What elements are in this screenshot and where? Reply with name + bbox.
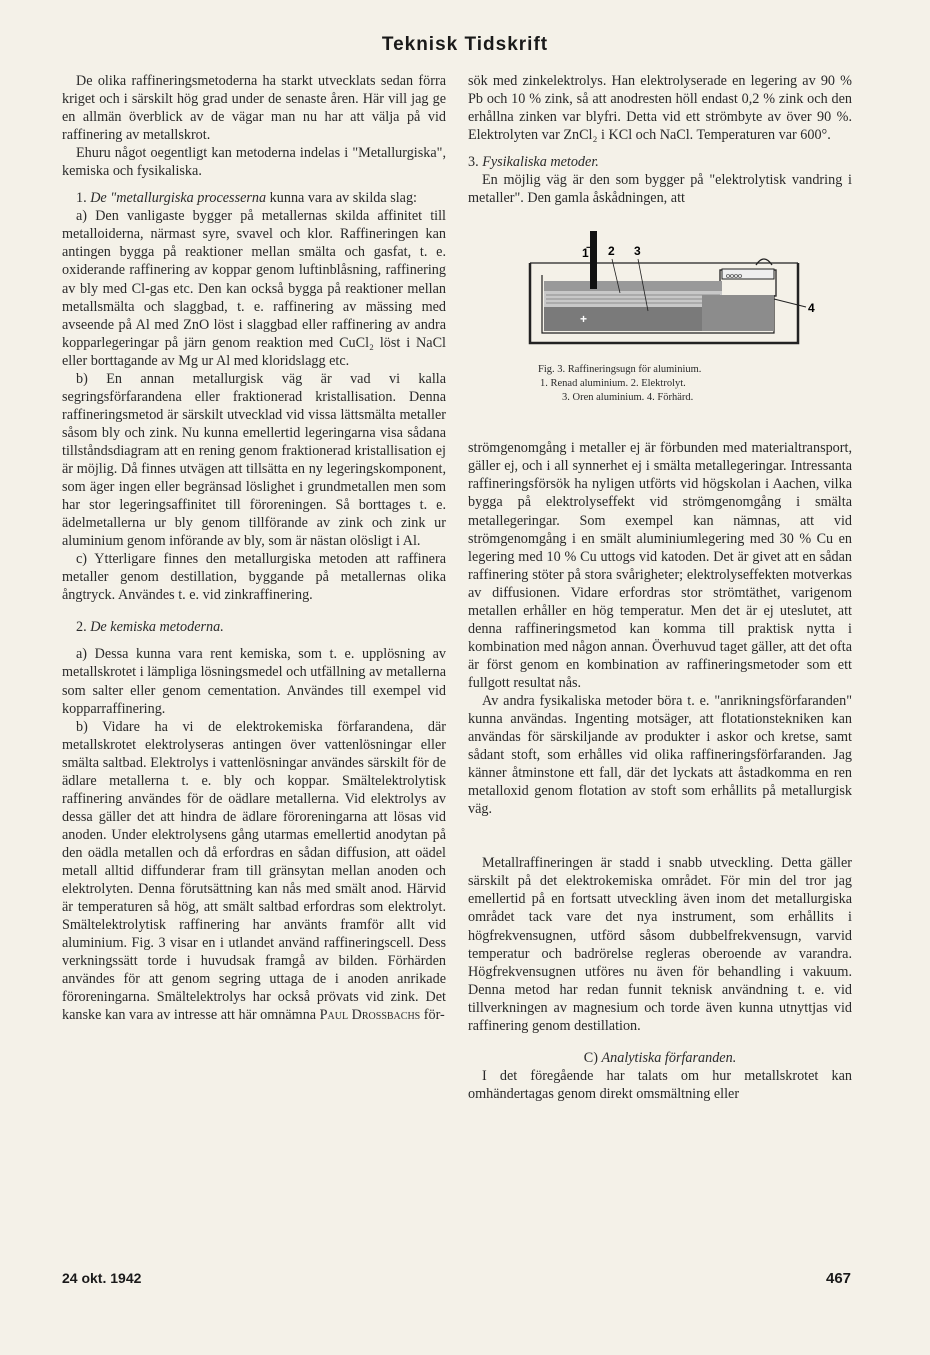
plus-sign: + bbox=[580, 312, 588, 327]
section-2-heading bbox=[62, 618, 446, 636]
section-c-heading bbox=[468, 1049, 852, 1067]
section-2-title: De kemiska metoderna. bbox=[90, 619, 224, 636]
paragraph-intro: De olika raffineringsmetoderna ha starkt utvecklats sedan förra kriget och i särskilt hög grad under de senaste åren. Här vill jag ge en allmän överblick av de vägar man nu har att välja på vid raffinering av metallskrot. bbox=[62, 73, 446, 144]
left-column bbox=[62, 72, 446, 1024]
label-1: 1 bbox=[582, 246, 589, 261]
electrode bbox=[590, 231, 597, 289]
label-4: 4 bbox=[808, 301, 815, 316]
section-c-number: C) bbox=[583, 1049, 598, 1066]
section-c-title: Analytiska förfaranden. bbox=[601, 1049, 737, 1066]
purified-layer bbox=[544, 281, 722, 291]
paragraph-1b: b) En annan metallurgisk väg är vad vi kalla segringsförfarandena eller fraktionerad kristallisation. Denna raffineringsmetod är särskilt utvecklad vid vissa lättsmälta metaller såsom bly och zink. Nu kunna emellertid legeringarna visa sådana tillståndsdiagram att en rening genom fraktionerad kristallisation ej är möjlig. Då finnes utvägen att tillsätta en ny legeringskomponent, som äger ingen eller begränsad löslighet i grundmetallen men som har stor legeringsaffinitet till föroreningen. Så borttages t. e. ädelmetallerna ur bly genom tillförande av zink och zink ur aluminium genom införande av bly, som är nästan olösligt i Al. bbox=[62, 370, 446, 550]
paragraph-1a: a) Den vanligaste bygger på metallernas skilda affinitet till metalloiderna, närmast syre, svavel och klor. Raffineringen kan antingen bygga på reaktioner mellan smälta och gasfat, t. e. oxiderande raffinering av koppar genom luftinblåsning, raffinering av bly med Cl-gas etc. Den kan också bygga på reaktioner mellan metallsmälta och slaggbad, t. e. raffinering av mässing med avseende på Al med ZnO löst i slaggbad eller raffinering av andra kopparlegeringar på järn genom reaktion med CuCl₂ löst i NaCl eller borttagande av Mg ur Al med kloridslagg etc. bbox=[62, 208, 446, 369]
caption-line-3: 3. Oren aluminium. 4. Förhärd. bbox=[562, 392, 694, 404]
author-name: Paul Drossbachs bbox=[319, 1007, 421, 1024]
section-2-number: 2. bbox=[76, 619, 87, 636]
section-1-rest: kunna vara av skilda slag: bbox=[266, 190, 418, 207]
paragraph-5: I det föregående har talats om hur metallskrotet kan omhändertagas genom direkt omsmältning eller bbox=[468, 1067, 852, 1102]
furnace-diagram bbox=[524, 215, 824, 355]
paragraph-continued: sök med zinkelektrolys. Han elektrolyserade en legering av 90 % Pb och 10 % zink, så att anodresten höll endast 0,2 % zink och den erhållna zinken var blyfri. Detta vid ett strömbyte av över 90 %. Elektrolyten var ZnCl₂ i KCl och NaCl. Temperaturen var 600°. bbox=[468, 73, 852, 144]
section-3-number: 3. bbox=[468, 154, 479, 171]
paragraph-2a: a) Dessa kunna vara rent kemiska, som t. e. upplösning av metallskrotet i lämpliga lösningsmedel och utfällning av metallerna som salter eller genom cementation. Användes till exempel vid kopparraffinering. bbox=[62, 646, 446, 717]
section-1-number: 1. bbox=[76, 190, 87, 207]
impure-layer bbox=[544, 307, 722, 331]
paragraph-4: Metallraffineringen är stadd i snabb utveckling. Detta gäller särskilt på det elektrokemiska området. För min del tror jag emellertid på en fortsatt utveckling även inom det metallurgiska området tack vare det nya instrument, som erhållits i högfrekvensugnen, utförd såsom dubbelfrekvensugn, varvid temperatur och badrörelse regleras oberoende av varandra. Högfrekvensugnen utföres nu även för behandling i vakuum. Denna metod har redan funnit teknisk användning t. e. vid tillverkningen av magnesium och torde även kunna utnyttjas vid raffinering genom destillation. bbox=[468, 855, 852, 1034]
paragraph-intro-2: Ehuru något oegentligt kan metoderna indelas i "Metallurgiska", kemiska och fysikaliska. bbox=[62, 145, 446, 180]
svg-text:oooo: oooo bbox=[726, 271, 742, 281]
right-column bbox=[468, 72, 852, 1103]
journal-header: Teknisk Tidskrift bbox=[381, 34, 549, 55]
figure-3 bbox=[468, 215, 852, 405]
caption-line-2: 1. Renad aluminium. 2. Elektrolyt. bbox=[540, 378, 686, 390]
section-1-title: De "metallurgiska processerna bbox=[90, 190, 267, 207]
section-3-heading bbox=[468, 153, 852, 171]
label-2: 2 bbox=[608, 244, 615, 259]
figure-caption bbox=[538, 363, 798, 405]
section-3-title: Fysikaliska metoder. bbox=[482, 154, 599, 171]
paragraph-3a: En möjlig väg är den som bygger på "elektrolytisk vandring i metaller". Den gamla åskådningen, att bbox=[468, 172, 852, 207]
paragraph-3b: strömgenomgång i metaller ej är förbunden med materialtransport, gäller ej, och i all synnerhet ej i smälta metallegeringar. Intressanta raffineringsförsök ha nyligen utförts vid högskolan i Aachen, vilka bygga på elektrolyseffekt vid strömgenomgång i smälta metallegeringar. Som exempel kan nämnas, att vid strömgenomgång i en smält aluminiumlegering med 30 % Cu en legering med 10 % Cu uttogs vid katoden. Det är givet att en sådan raffinering stöter på stora svårigheter; elektrolyseffekten motverkas av diffusionen. Vidare erfordras stor strömtäthet, varigenom metallen erhåller en hög temperatur. Men det är ej uteslutet, att denna raffineringsmetod kan komma till praktisk nytta i kombination med någon annan. Överhuvud taget gäller, att det ofta är först genom en kombination av raffineringsmetoder som ett fullgott resultat nås. bbox=[468, 440, 852, 691]
caption-title: Fig. 3. Raffineringsugn för aluminium. bbox=[538, 364, 702, 376]
paragraph-2b: b) Vidare ha vi de elektrokemiska förfarandena, där metallskrotet elektrolyseras antingen över vattenlösningar eller smälta saltbad. Elektrolys i vattenlösningar användes särskilt för de ädlare metallerna t. e. bly och koppar. Smältelektrolytisk raffinering användes för de oädlare metallerna. Vid elektrolys av dessa gäller det att hindra de ädlare föroreningarna att lösas vid anoden. Under elektrolysens gång utarmas emellertid anodytan på den oädla metallen och då erfordras en sådan diffusion, att oädel metall alltid diffunderar fram till gränsytan mellan anoden och elektrolyten. Denna förutsättning kan nås med smält anod. Härvid är temperaturen så hög, att smält saltbad erfordras som elektrolyt. Smältelektrolytisk raffinering har använts framför allt vid aluminium. Fig. 3 visar en i utlandet använd raffineringscell. Dess verkningssätt torde i huvudsak framgå av bilden. Förhärden användes för att genom segring uttaga de i anoden anrikade föroreningarna. Smältelektrolys har också prövats vid zink. Det kanske kan vara av intresse att här omnämna Paul Drossbachs för- bbox=[62, 718, 446, 1024]
section-1-heading bbox=[62, 189, 446, 207]
label-3: 3 bbox=[634, 244, 641, 259]
paragraph-3c: Av andra fysikaliska metoder böra t. e. "anrikningsförfaranden" kunna användas. Ingenting motsäger, att flotationstekniken kan användas för särskiljande av produkter i askor och kretse, samt sådant stoft, som erhålles vid olika raffineringsförfaranden. Jag känner åtminstone ett fall, där det lyckats att åstadkomma en ren metalloxid genom flotation av stoft som erhållits på metallurgisk väg. bbox=[468, 692, 852, 818]
page-number: 467 bbox=[826, 1270, 852, 1287]
paragraph-1c: c) Ytterligare finnes den metallurgiska metoden att raffinera metaller genom destillation, byggande på metallernas olika ångtryck. Användes t. e. vid zinkraffinering. bbox=[62, 551, 446, 604]
svg-text:−: − bbox=[586, 242, 593, 255]
footer-date: 24 okt. 1942 bbox=[62, 1270, 142, 1286]
